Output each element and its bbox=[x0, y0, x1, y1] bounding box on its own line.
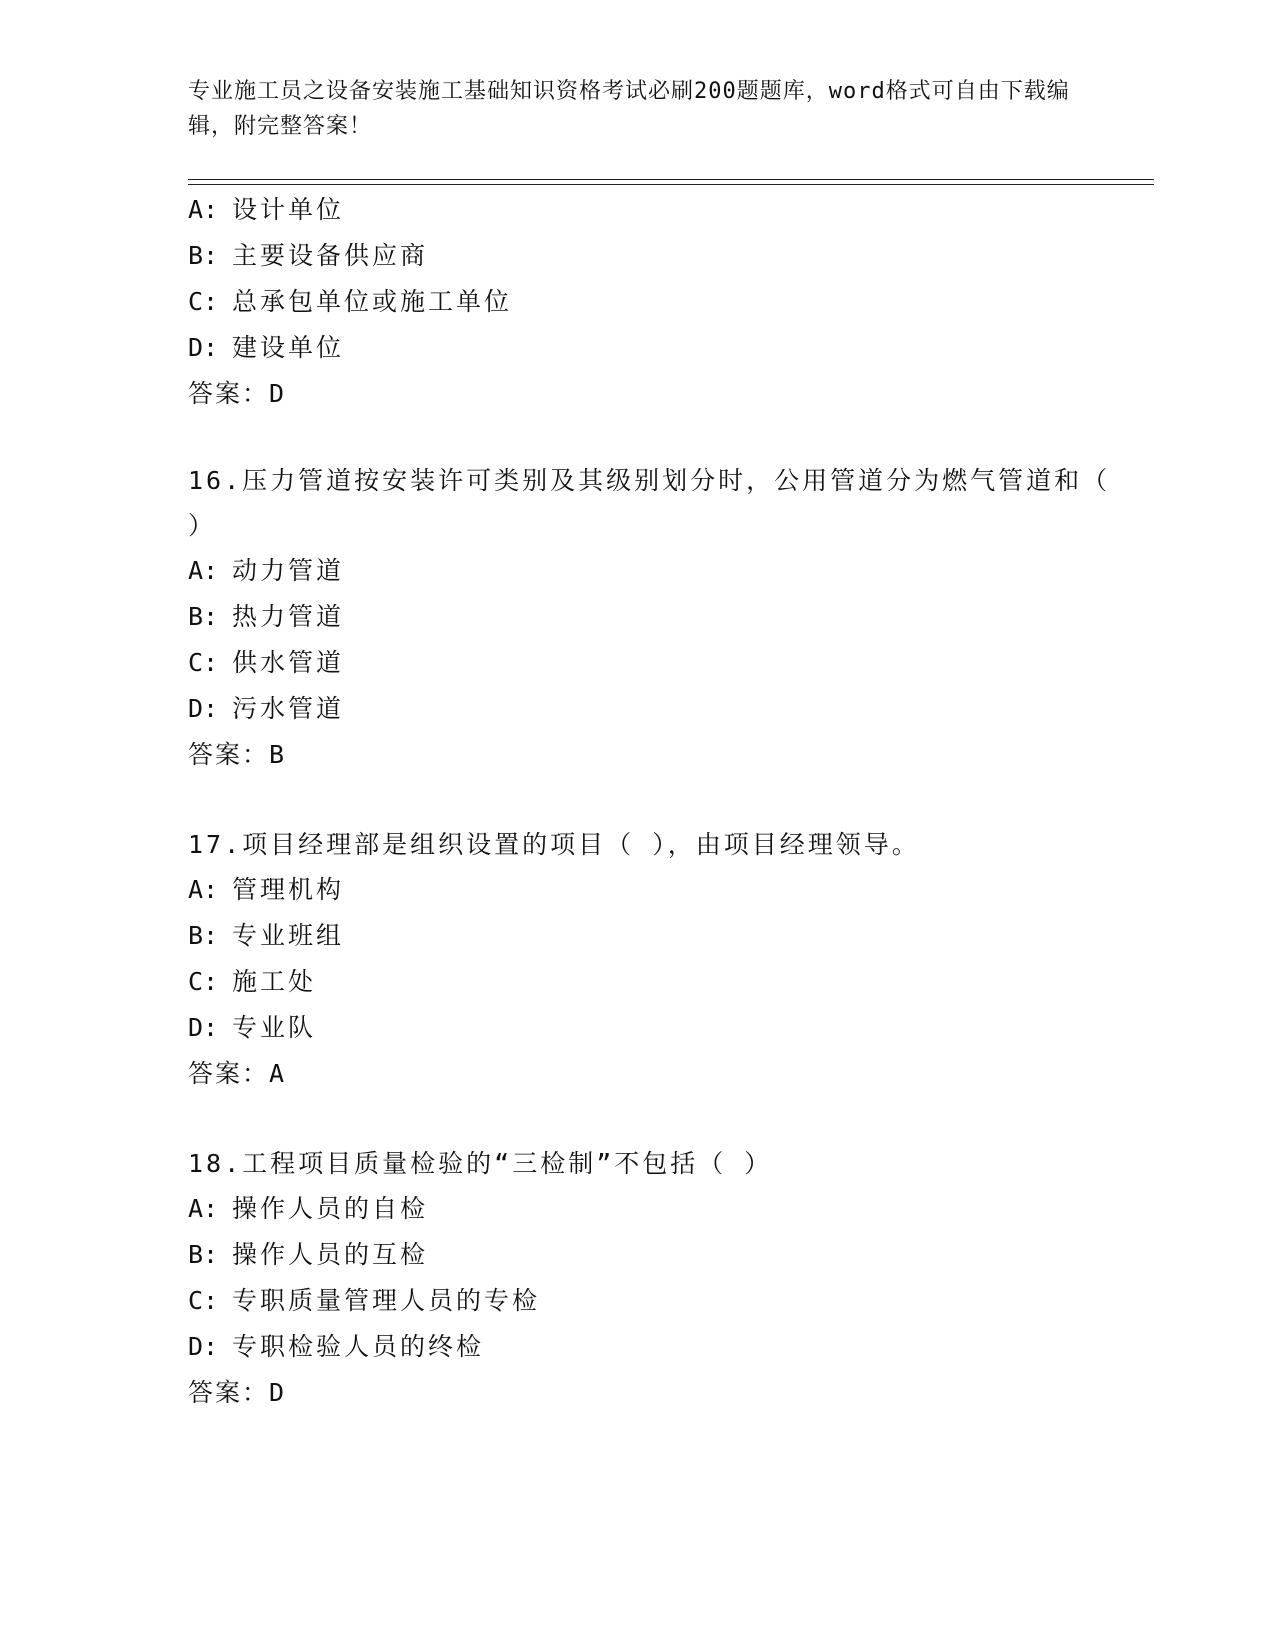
option-b: B: 热力管道 bbox=[188, 602, 345, 631]
option-d: D: 专职检验人员的终检 bbox=[188, 1332, 485, 1361]
option-c: C: 专职质量管理人员的专检 bbox=[188, 1286, 541, 1315]
question-block bbox=[188, 187, 1128, 417]
option-d: D: 建设单位 bbox=[188, 333, 345, 362]
option-a: A: 动力管道 bbox=[188, 556, 345, 585]
question-number: 17. bbox=[188, 830, 243, 859]
answer-line: 答案：D bbox=[188, 1378, 287, 1407]
question-block bbox=[188, 822, 1128, 1097]
option-d: D: 专业队 bbox=[188, 1013, 317, 1042]
option-b: B: 操作人员的互检 bbox=[188, 1240, 429, 1269]
option-c: C: 供水管道 bbox=[188, 648, 345, 677]
question-list bbox=[188, 187, 1128, 1416]
header-divider-bottom bbox=[188, 184, 1154, 185]
option-b: B: 专业班组 bbox=[188, 921, 345, 950]
option-d: D: 污水管道 bbox=[188, 694, 345, 723]
option-a: A: 设计单位 bbox=[188, 195, 345, 224]
question-stem bbox=[188, 822, 1128, 867]
option-c: C: 总承包单位或施工单位 bbox=[188, 287, 513, 316]
question-stem bbox=[188, 458, 1128, 548]
header-divider-top bbox=[188, 179, 1154, 180]
question-text: 工程项目质量检验的“三检制”不包括（ ） bbox=[242, 1149, 773, 1178]
answer-line: 答案：A bbox=[188, 1059, 287, 1088]
question-text: 压力管道按安装许可类别及其级别划分时，公用管道分为燃气管道和（ ） bbox=[188, 466, 1111, 540]
answer-line: 答案：D bbox=[188, 379, 287, 408]
document-header-title: 专业施工员之设备安装施工基础知识资格考试必刷200题题库，word格式可自由下载编辑，附完整答案！ bbox=[188, 79, 1070, 139]
option-b: B: 主要设备供应商 bbox=[188, 241, 429, 270]
question-block bbox=[188, 458, 1128, 778]
option-c: C: 施工处 bbox=[188, 967, 317, 996]
question-stem bbox=[188, 1141, 1128, 1186]
question-block bbox=[188, 1141, 1128, 1416]
answer-line: 答案：B bbox=[188, 740, 287, 769]
question-number: 16. bbox=[188, 466, 243, 495]
option-a: A: 操作人员的自检 bbox=[188, 1194, 429, 1223]
question-number: 18. bbox=[188, 1149, 243, 1178]
question-text: 项目经理部是组织设置的项目（ ），由项目经理领导。 bbox=[242, 830, 920, 859]
option-a: A: 管理机构 bbox=[188, 875, 345, 904]
